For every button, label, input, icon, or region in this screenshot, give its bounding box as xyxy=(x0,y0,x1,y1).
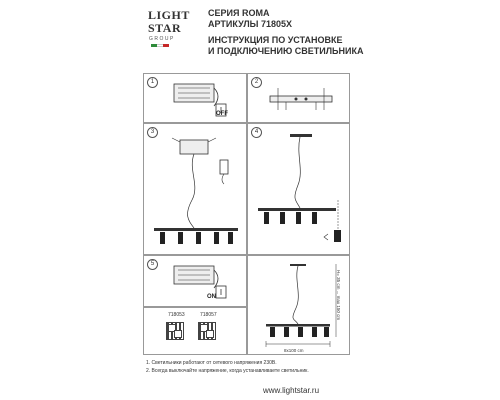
logo-line-1: LIGHT xyxy=(148,8,190,22)
note-2: 2. Всегда выключайте напряжение, когда устанавливаете светильник. xyxy=(146,368,309,374)
width-dimension: 8x100 cm xyxy=(284,348,304,353)
step-number: 2 xyxy=(251,77,262,88)
step-2-panel xyxy=(247,73,350,123)
model-code-1: 718053 xyxy=(168,312,185,318)
qr-code-1-icon xyxy=(166,322,184,340)
step-3-panel xyxy=(143,123,247,255)
note-1: 1. Светильники работают от сетевого напряжения 230В. xyxy=(146,360,277,366)
model-code-2: 718057 xyxy=(200,312,217,318)
step-number: 1 xyxy=(147,77,158,88)
step-6-panel xyxy=(247,255,350,355)
qr-code-2-icon xyxy=(198,322,216,340)
brand-logo xyxy=(148,8,188,52)
dimensions-illustration xyxy=(258,260,338,350)
flag-icon xyxy=(151,44,169,47)
on-label: ON xyxy=(207,294,216,300)
articles-label: АРТИКУЛЫ 71805X xyxy=(208,19,292,29)
step-5-panel xyxy=(143,255,247,307)
models-panel xyxy=(143,307,247,355)
step-number: 5 xyxy=(147,259,158,270)
step-4-panel xyxy=(247,123,350,255)
lamp-install-illustration xyxy=(252,130,348,252)
switch-on-illustration xyxy=(172,260,232,302)
website-link[interactable]: www.lightstar.ru xyxy=(263,386,320,395)
step-number: 3 xyxy=(147,127,158,138)
step-1-panel xyxy=(143,73,247,123)
logo-line-3: GROUP xyxy=(149,36,175,42)
instruction-title-1: ИНСТРУКЦИЯ ПО УСТАНОВКЕ xyxy=(208,35,343,45)
height-dimension: H= 35 cm ... max 150 cm xyxy=(336,270,341,321)
logo-line-2: STAR xyxy=(148,21,182,35)
step-number: 4 xyxy=(251,127,262,138)
assembly-illustration xyxy=(148,130,244,252)
mounting-bar-illustration xyxy=(266,86,336,114)
instruction-title-2: И ПОДКЛЮЧЕНИЮ СВЕТИЛЬНИКА xyxy=(208,46,364,56)
series-label: СЕРИЯ ROMA xyxy=(208,8,270,18)
off-label: OFF xyxy=(216,111,228,117)
